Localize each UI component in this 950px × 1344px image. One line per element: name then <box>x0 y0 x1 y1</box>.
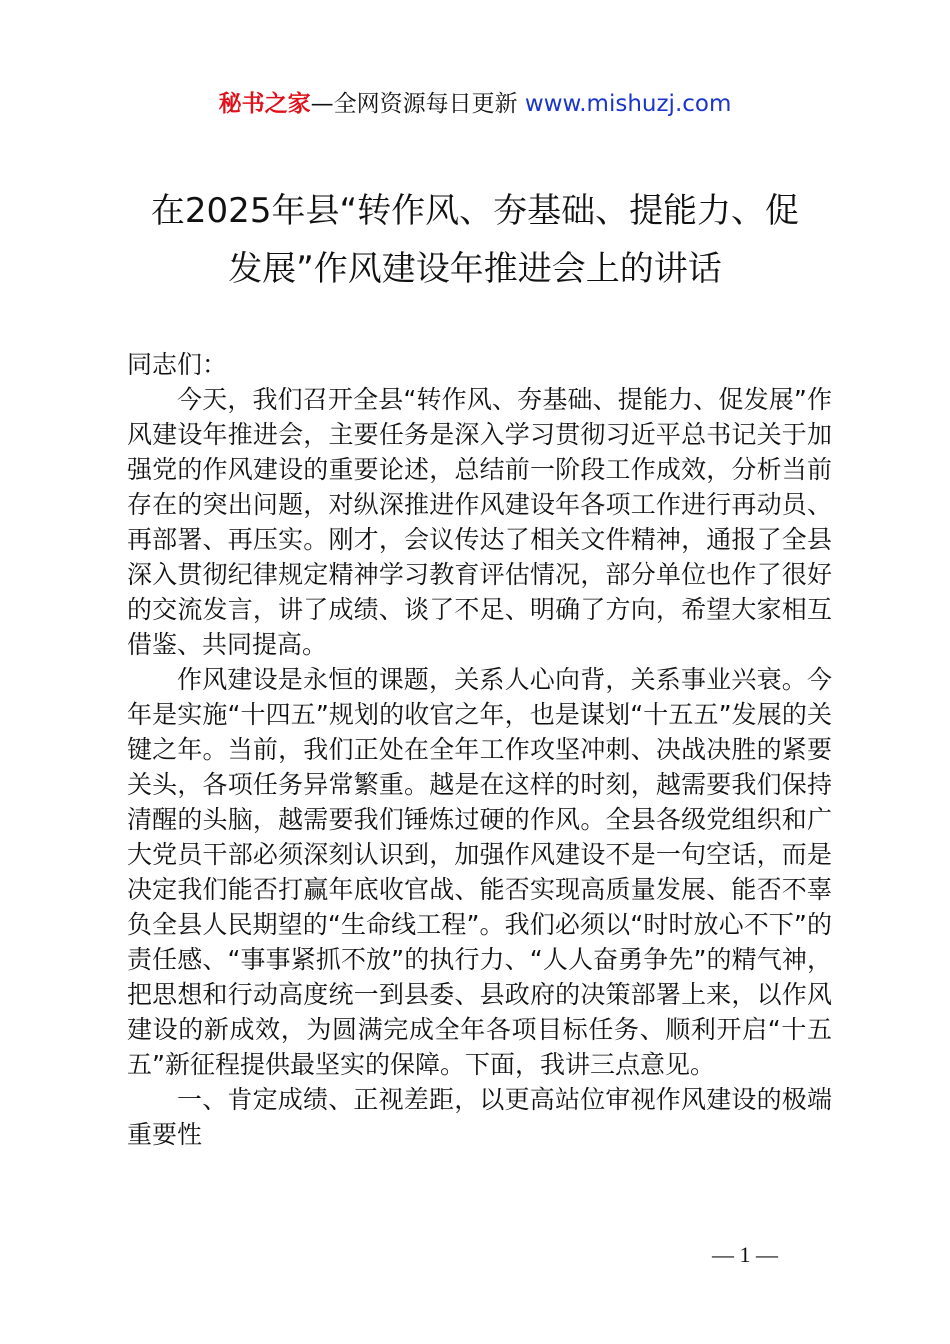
paragraph-1: 今天，我们召开全县“转作风、夯基础、提能力、促发展”作风建设年推进会，主要任务是深入学习贯彻习近平总书记关于加强党的作风建设的重要论述，总结前一阶段工作成效，分析当前存在的突出问题，对纵深推进作风建设年各项工作进行再动员、再部署、再压实。刚才，会议传达了相关文件精神，通报了全县深入贯彻纪律规定精神学习教育评估情况，部分单位也作了很好的交流发言，讲了成绩、谈了不足、明确了方向，希望大家相互借鉴、共同提高。 <box>127 385 832 659</box>
page-number: — 1 — <box>712 1242 778 1267</box>
site-brand: 秘书之家 <box>218 91 311 117</box>
document-body <box>127 347 832 1152</box>
section-heading-1: 一、肯定成绩、正视差距，以更高站位审视作风建设的极端重要性 <box>127 1085 832 1149</box>
title-line-1: 在2025年县“转作风、夯基础、提能力、促 <box>150 191 800 231</box>
title-line-2: 发展”作风建设年推进会上的讲话 <box>228 249 722 289</box>
document-title <box>0 182 950 298</box>
site-banner <box>0 88 950 120</box>
site-tagline: —全网资源每日更新 <box>310 91 518 117</box>
site-url-link[interactable]: www.mishuzj.com <box>524 91 732 117</box>
salutation: 同志们： <box>127 350 228 379</box>
paragraph-2: 作风建设是永恒的课题，关系人心向背，关系事业兴衰。今年是实施“十四五”规划的收官之年，也是谋划“十五五”发展的关键之年。当前，我们正处在全年工作攻坚冲刺、决战决胜的紧要关头，各项任务异常繁重。越是在这样的时刻，越需要我们保持清醒的头脑，越需要我们锤炼过硬的作风。全县各级党组织和广大党员干部必须深刻认识到，加强作风建设不是一句空话，而是决定我们能否打赢年底收官战、能否实现高质量发展、能否不辜负全县人民期望的“生命线工程”。我们必须以“时时放心不下”的责任感、“事事紧抓不放”的执行力、“人人奋勇争先”的精气神，把思想和行动高度统一到县委、县政府的决策部署上来，以作风建设的新成效，为圆满完成全年各项目标任务、顺利开启“十五五”新征程提供最坚实的保障。下面，我讲三点意见。 <box>127 665 832 1079</box>
